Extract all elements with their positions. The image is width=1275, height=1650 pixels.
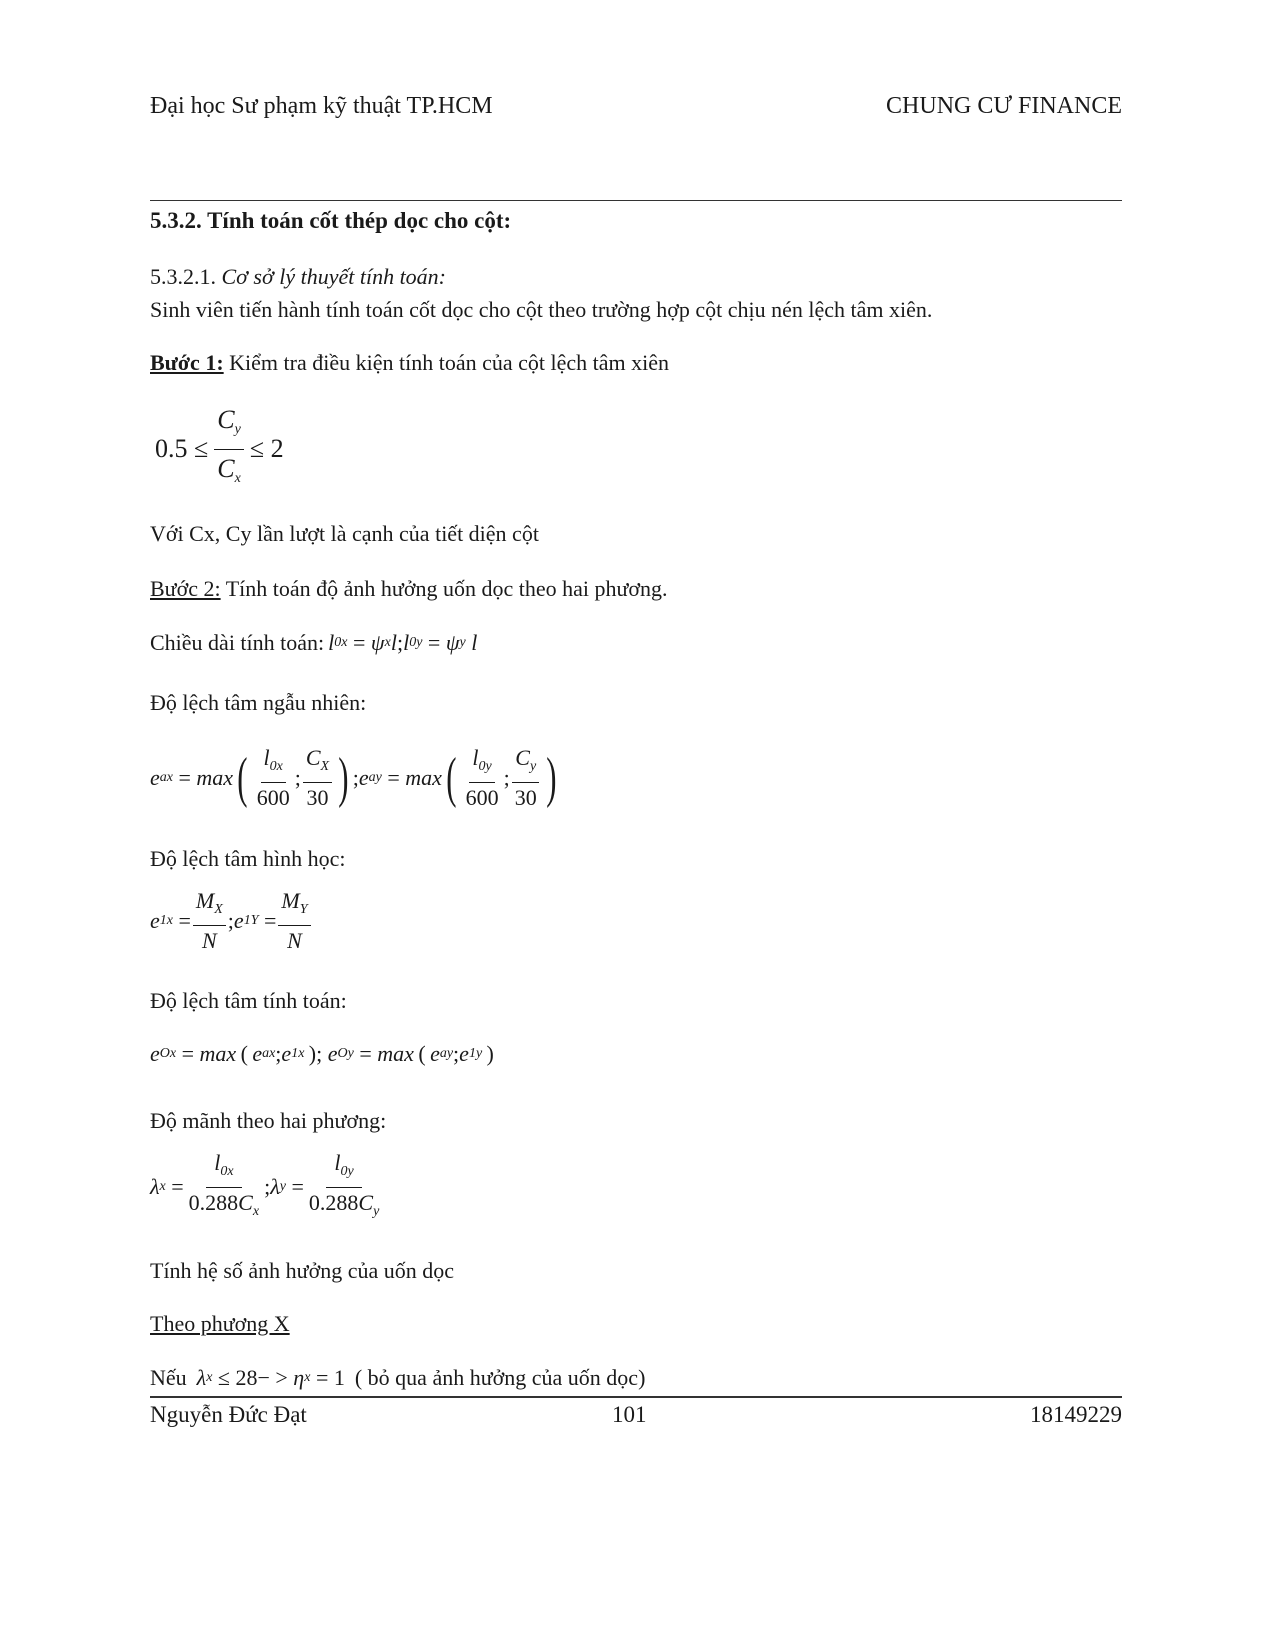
formula-random-ecc: e ax = max ( $\frac{l_{0x}}{600}$ ; $\frac{C_X}{30}$ ) ; e ay = max ( $\frac{l_{0y}}{600}$ ; $\frac{C_y}{30}$ ): [150, 745, 557, 810]
header-right: CHUNG CƯ FINANCE: [886, 93, 1122, 119]
footer-page-number: 101: [612, 1402, 647, 1427]
formula-slenderness: λ x = $\frac{l_{0x}}{0.288C_x}$ ; λ y = $\frac{l_{0y}}{0.288C_y}$: [150, 1149, 380, 1219]
ratio-lhs: 0.5 ≤: [155, 434, 209, 463]
ratio-fraction: $\frac{C_y}{C_x}$: [214, 402, 244, 497]
length-line: [150, 630, 477, 656]
formula-condition: λ x ≤ 28− > η x = 1: [196, 1365, 345, 1390]
step1-text: Kiểm tra điều kiện tính toán của cột lệch tâm xiên: [229, 350, 670, 375]
footer-author: Nguyễn Đức Đạt: [150, 1402, 307, 1427]
step2-label: Bước 2:: [150, 576, 221, 601]
calc-ecc-label: Độ lệch tâm tính toán:: [150, 988, 347, 1013]
formula-ratio: [155, 404, 284, 494]
subsection-heading: [150, 264, 446, 290]
buckling-label: Tính hệ số ảnh hưởng của uốn dọc: [150, 1258, 454, 1283]
section-title: 5.3.2. Tính toán cốt thép dọc cho cột:: [150, 208, 512, 233]
formula-calc-ecc: e Ox = max ( e ax ; e 1x ); e Oy = max ( e ay ; e 1y ): [150, 1041, 494, 1066]
geom-ecc-label: Độ lệch tâm hình học:: [150, 846, 346, 871]
random-ecc-label: Độ lệch tâm ngẫu nhiên:: [150, 690, 367, 715]
ratio-rhs: ≤ 2: [249, 434, 284, 463]
formula-geom-ecc: e 1x = $\frac{M_X}{N}$ ; e 1Y = $\frac{M_Y}{N}$: [150, 886, 313, 956]
formula-length: l 0x = ψ x l ; l 0y = ψ y l: [328, 630, 478, 655]
header-left: Đại học Sư phạm kỹ thuật TP.HCM: [150, 93, 493, 119]
subsection-title: Cơ sở lý thuyết tính toán:: [221, 264, 447, 289]
condition-note: ( bỏ qua ảnh hưởng của uốn dọc): [354, 1365, 646, 1390]
condition-prefix: Nếu: [150, 1365, 187, 1390]
header-rule: [150, 200, 1122, 201]
intro-paragraph: Sinh viên tiến hành tính toán cốt dọc cho cột theo trường hợp cột chịu nén lệch tâm xiên.: [150, 297, 933, 322]
step1-note: Với Cx, Cy lần lượt là cạnh của tiết diện cột: [150, 521, 539, 546]
footer-rule: [150, 1396, 1122, 1398]
step2-line: [150, 576, 668, 602]
slenderness-label: Độ mãnh theo hai phương:: [150, 1108, 387, 1133]
step1-line: [150, 350, 669, 376]
length-label: Chiều dài tính toán:: [150, 630, 325, 655]
condition-line: [150, 1365, 645, 1391]
step2-text: Tính toán độ ảnh hưởng uốn dọc theo hai phương.: [225, 576, 668, 601]
subsection-number: 5.3.2.1.: [150, 264, 216, 289]
step1-label: Bước 1:: [150, 350, 224, 375]
footer-student-id: 18149229: [1030, 1402, 1122, 1427]
direction-x-label: Theo phương X: [150, 1311, 290, 1336]
